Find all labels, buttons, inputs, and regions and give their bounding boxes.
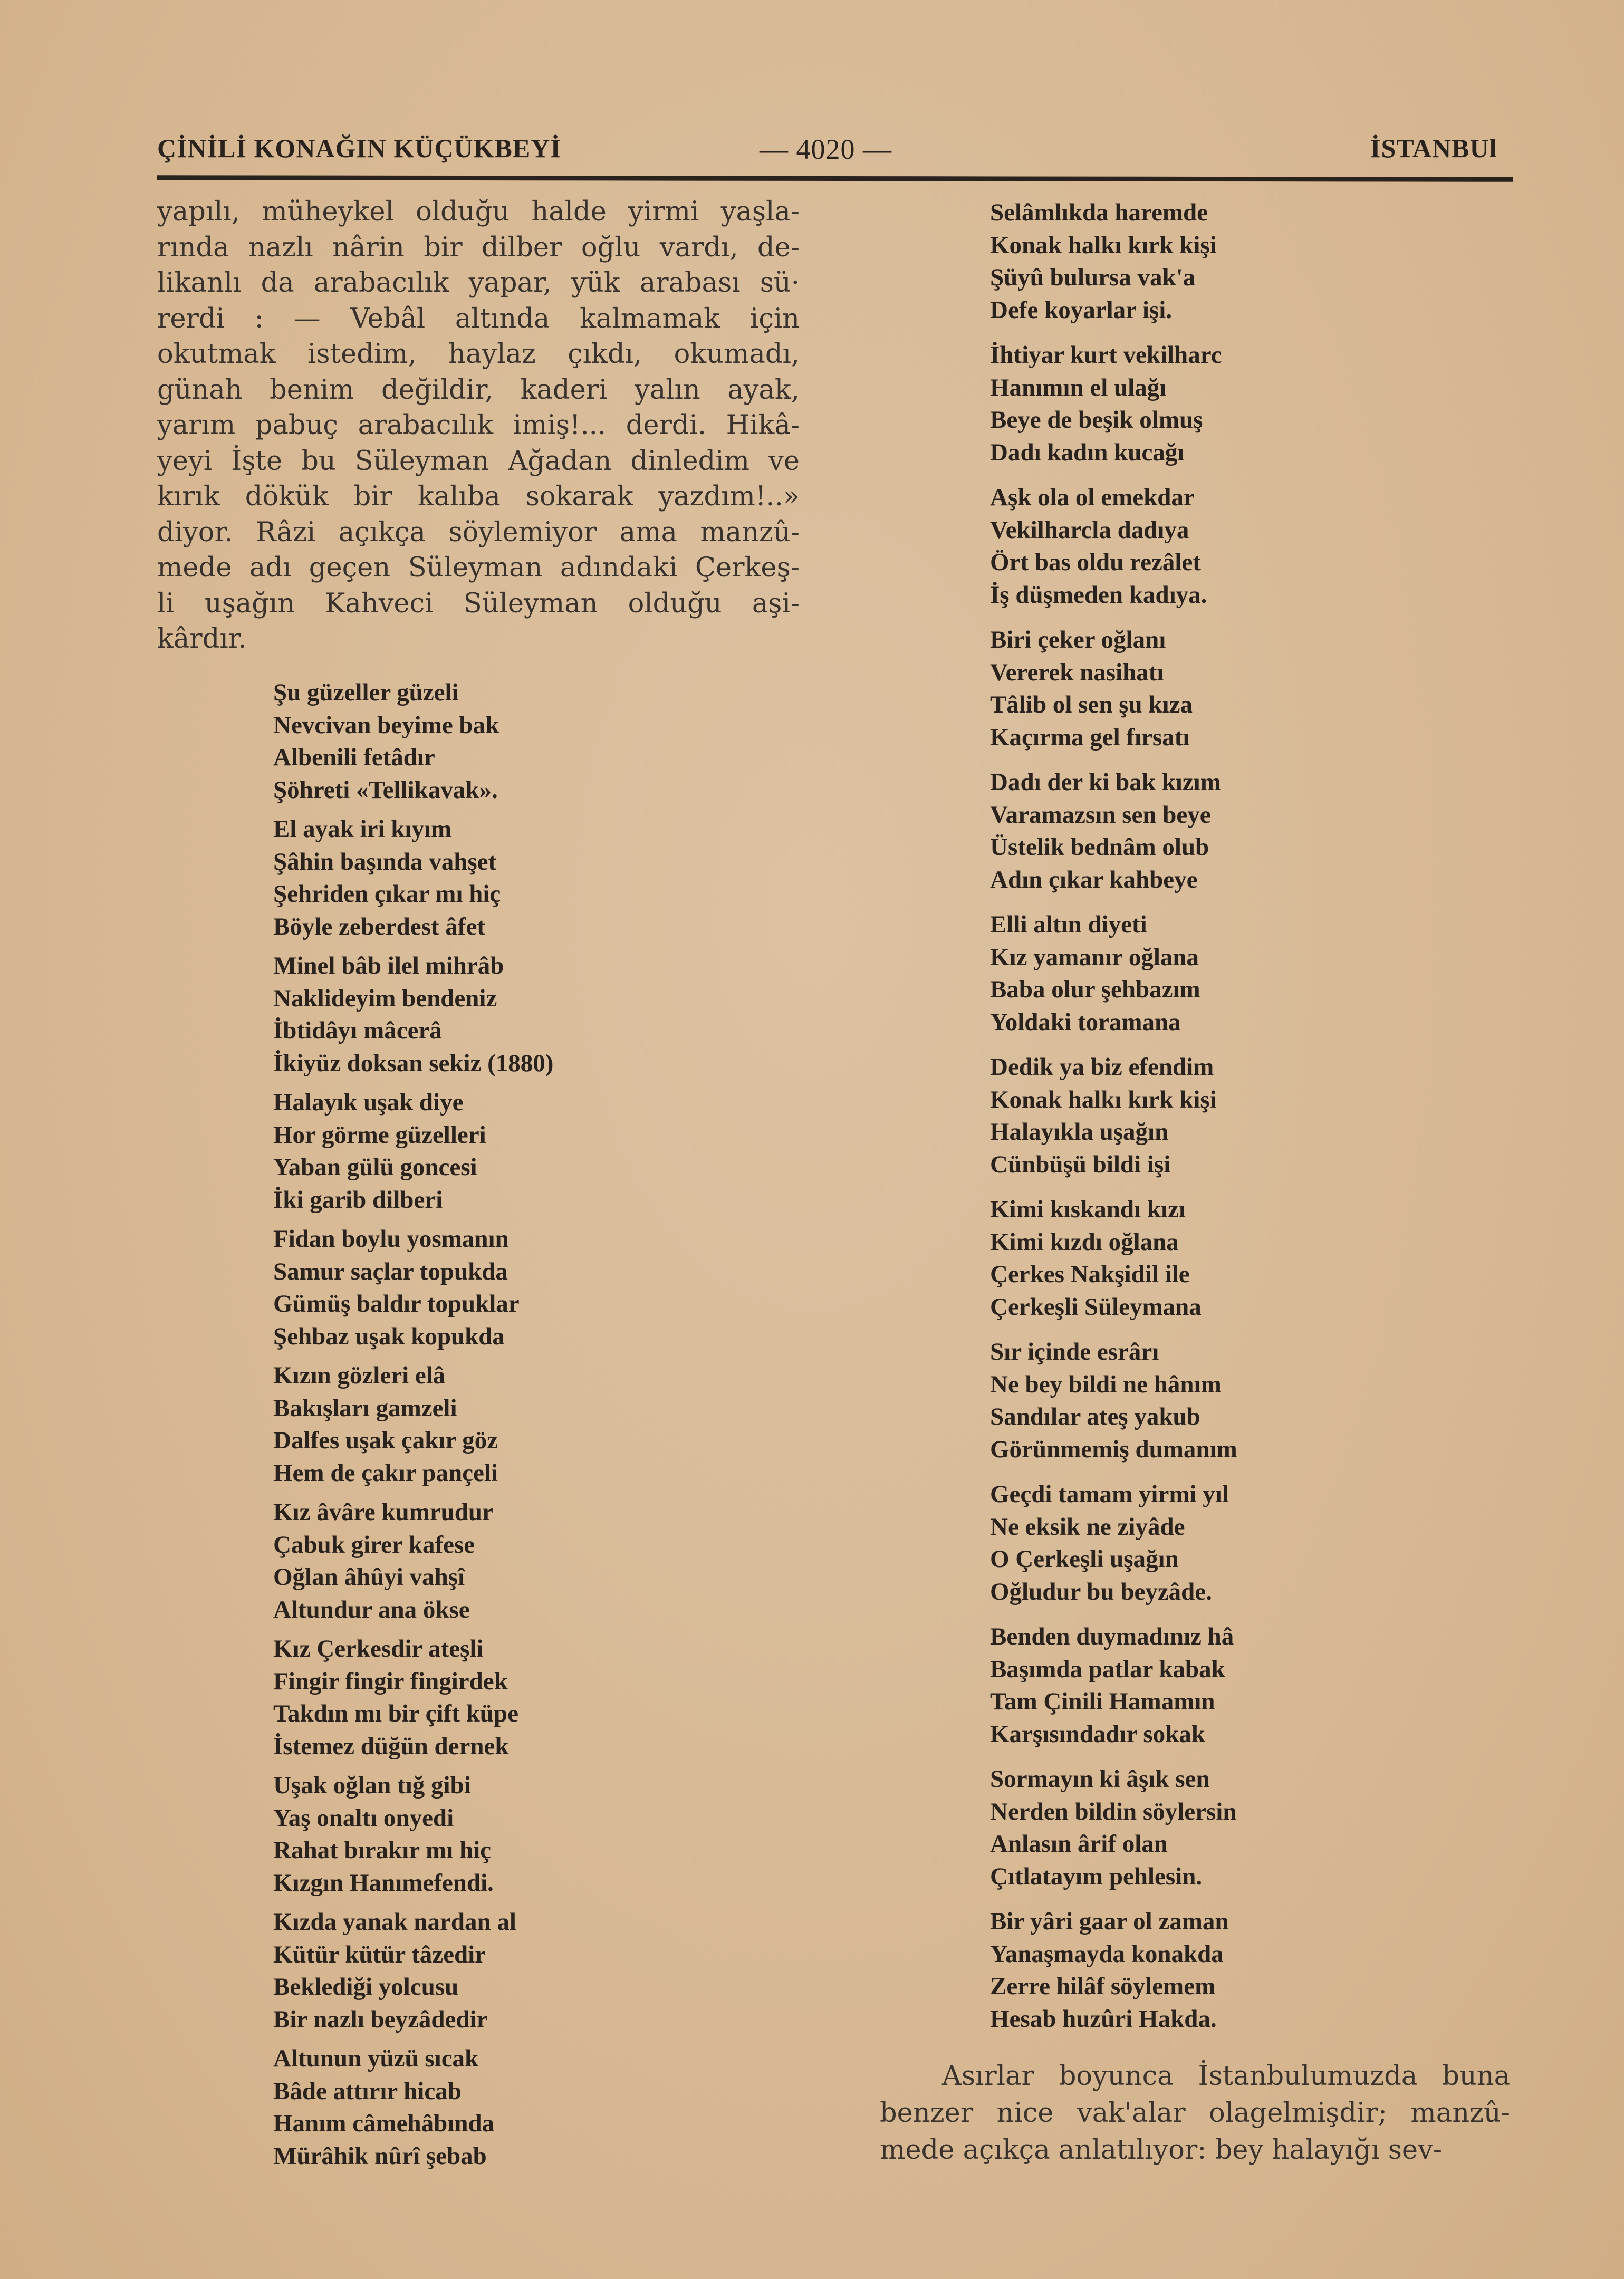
prose-line: benzer nice vak'alar olagelmişdir; manzû- xyxy=(880,2098,1510,2129)
poem-line: Aşk ola ol emekdar xyxy=(990,484,1195,511)
poem-stanza xyxy=(273,950,553,1080)
poem-line: Oğlan âhûyi vahşî xyxy=(273,1563,465,1591)
prose-line: rında nazlı nârin bir dilber oğlu vardı, de- xyxy=(157,232,800,263)
poem-stanza xyxy=(273,2043,494,2172)
poem-line: Ne bey bildi ne hânım xyxy=(990,1370,1222,1398)
poem-stanza xyxy=(990,1763,1236,1893)
poem-line: Şöhreti «Tellikavak». xyxy=(273,776,498,804)
poem-line: Kız yamanır oğlana xyxy=(990,943,1199,971)
poem-line: Dadı der ki bak kızım xyxy=(990,768,1221,796)
poem-line: Hem de çakır pançeli xyxy=(273,1459,498,1487)
poem-line: Yaban gülü goncesi xyxy=(273,1153,477,1181)
poem-line: Şâhin başında vahşet xyxy=(273,848,497,876)
poem-line: Selâmlıkda haremde xyxy=(990,199,1208,226)
running-title: ÇİNİLİ KONAĞIN KÜÇÜKBEYİ xyxy=(157,133,561,163)
poem-line: Hanım câmehâbında xyxy=(273,2110,495,2137)
poem-line: Zerre hilâf söylemem xyxy=(990,1973,1216,2000)
poem-line: Kütür kütür tâzedir xyxy=(273,1940,486,1968)
poem-line: Şüyû bulursa vak'a xyxy=(990,264,1196,291)
poem-line: Çerkeşli Süleymana xyxy=(990,1293,1202,1321)
poem-line: Kimi kıskandı kızı xyxy=(990,1196,1186,1223)
poem-line: Baba olur şehbazım xyxy=(990,976,1200,1003)
poem-stanza xyxy=(990,1621,1234,1751)
prose-line: günah benim değildir, kaderi yalın ayak, xyxy=(157,374,800,406)
poem-stanza xyxy=(990,482,1207,611)
poem-stanza xyxy=(990,766,1221,896)
poem-line: İhtiyar kurt vekilharc xyxy=(990,341,1222,369)
prose-line: kârdır. xyxy=(157,623,247,655)
poem-line: Altunun yüzü sıcak xyxy=(273,2045,479,2072)
prose-line: diyor. Râzi açıkça söylemiyor ama manzû- xyxy=(157,516,800,548)
poem-line: Kızın gözleri elâ xyxy=(273,1362,446,1389)
poem-stanza xyxy=(990,1194,1202,1323)
page-number: — 4020 — xyxy=(760,133,892,165)
poem-line: Sır içinde esrârı xyxy=(990,1338,1159,1366)
poem-line: Kız Çerkesdir ateşli xyxy=(273,1635,484,1662)
poem-line: Naklideyim bendeniz xyxy=(273,984,497,1012)
poem-line: Benden duymadınız hâ xyxy=(990,1623,1234,1650)
prose-line: yarım pabuç arabacılık imiş!... derdi. Hikâ- xyxy=(157,410,800,441)
poem-line: Uşak oğlan tığ gibi xyxy=(273,1772,471,1799)
prose-line: Asırlar boyunca İstanbulumuzda buna xyxy=(942,2061,1510,2092)
poem-line: Halayıkla uşağın xyxy=(990,1118,1169,1146)
poem-line: Yaş onaltı onyedi xyxy=(273,1804,454,1832)
poem-line: Nerden bildin söylersin xyxy=(990,1797,1237,1825)
left-prose-paragraph xyxy=(157,194,800,657)
prose-line: mede adı geçen Süleyman adındaki Çerkeş- xyxy=(157,552,800,583)
prose-line: rerdi : — Vebâl altında kalmamak için xyxy=(157,303,800,334)
poem-line: Beye de beşik olmuş xyxy=(990,406,1203,434)
poem-line: Başımda patlar kabak xyxy=(990,1655,1225,1683)
prose-line: mede açıkça anlatılıyor: bey halayığı sev- xyxy=(880,2134,1443,2166)
poem-line: Geçdi tamam yirmi yıl xyxy=(990,1480,1229,1508)
poem-line: El ayak iri kıyım xyxy=(273,815,452,843)
poem-line: Kızda yanak nardan al xyxy=(273,1908,516,1936)
poem-line: Adın çıkar kahbeye xyxy=(990,866,1198,893)
poem-line: Çerkes Nakşidil ile xyxy=(990,1261,1190,1288)
poem-line: Vekilharcla dadıya xyxy=(990,516,1189,544)
poem-line: İstemez düğün dernek xyxy=(273,1732,509,1760)
poem-line: Biri çeker oğlanı xyxy=(990,626,1166,653)
poem-stanza xyxy=(990,1906,1229,2035)
poem-stanza xyxy=(273,1223,520,1353)
poem-line: Çabuk girer kafese xyxy=(273,1531,475,1559)
poem-line: İkiyüz doksan sekiz (1880) xyxy=(273,1049,554,1077)
poem-line: Nevcivan beyime bak xyxy=(273,711,499,739)
poem-stanza xyxy=(273,813,501,943)
poem-line: Elli altın diyeti xyxy=(990,911,1147,938)
poem-stanza xyxy=(273,1360,498,1489)
poem-line: Fidan boylu yosmanın xyxy=(273,1225,509,1253)
poem-stanza xyxy=(273,1906,516,2036)
poem-line: Yanaşmayda konakda xyxy=(990,1940,1224,1968)
poem-line: Kaçırma gel fırsatı xyxy=(990,723,1190,751)
poem-line: Bir nazlı beyzâdedir xyxy=(273,2005,488,2033)
poem-stanza xyxy=(273,1496,493,1626)
poem-line: Kız âvâre kumrudur xyxy=(273,1498,493,1526)
poem-line: Oğludur bu beyzâde. xyxy=(990,1578,1212,1605)
poem-line: Bir yâri gaar ol zaman xyxy=(990,1908,1229,1935)
poem-line: İki garib dilberi xyxy=(273,1186,443,1214)
poem-line: Kimi kızdı oğlana xyxy=(990,1228,1179,1256)
running-section: İSTANBUl xyxy=(1370,133,1497,163)
poem-line: Ört bas oldu rezâlet xyxy=(990,549,1201,576)
poem-line: Fingir fingir fingirdek xyxy=(273,1667,508,1695)
poem-line: Bâde attırır hicab xyxy=(273,2077,462,2105)
poem-line: Konak halkı kırk kişi xyxy=(990,1085,1217,1113)
poem-line: Gümüş baldır topuklar xyxy=(273,1290,520,1318)
poem-line: Çıtlatayım pehlesin. xyxy=(990,1862,1203,1890)
poem-line: Dalfes uşak çakır göz xyxy=(273,1427,498,1454)
poem-line: Karşısındadır sokak xyxy=(990,1720,1205,1748)
poem-line: Altundur ana ökse xyxy=(273,1595,470,1623)
poem-line: Şu güzeller güzeli xyxy=(273,679,459,706)
poem-stanza xyxy=(990,624,1193,754)
poem-line: Hanımın el ulağı xyxy=(990,373,1167,401)
poem-line: Defe koyarlar işi. xyxy=(990,296,1173,324)
prose-line: yapılı, müheykel olduğu halde yirmi yaşla- xyxy=(157,196,800,227)
bottom-prose-paragraph xyxy=(880,2058,1510,2169)
prose-line: li uşağın Kahveci Süleyman olduğu aşi- xyxy=(157,588,800,619)
poem-line: Üstelik bednâm olub xyxy=(990,833,1209,861)
poem-line: Hesab huzûri Hakda. xyxy=(990,2005,1217,2033)
poem-line: Varamazsın sen beye xyxy=(990,801,1211,829)
poem-line: Görünmemiş dumanım xyxy=(990,1435,1237,1463)
poem-line: O Çerkeşli uşağın xyxy=(990,1545,1179,1573)
poem-line: Albenili fetâdır xyxy=(273,744,435,771)
poem-line: Cünbüşü bildi işi xyxy=(990,1150,1171,1178)
poem-line: Şehriden çıkar mı hiç xyxy=(273,880,501,908)
poem-line: Sormayın ki âşık sen xyxy=(990,1765,1210,1793)
poem-stanza xyxy=(990,1051,1217,1181)
poem-line: Mürâhik nûrî şebab xyxy=(273,2142,487,2170)
poem-line: Minel bâb ilel mihrâb xyxy=(273,952,504,979)
poem-line: Halayık uşak diye xyxy=(273,1089,464,1116)
poem-line: Hor görme güzelleri xyxy=(273,1121,486,1149)
poem-line: Bakışları gamzeli xyxy=(273,1394,457,1422)
poem-stanza xyxy=(990,197,1217,326)
poem-line: Rahat bırakır mı hiç xyxy=(273,1836,492,1864)
poem-line: Kızgın Hanımefendi. xyxy=(273,1869,494,1897)
prose-line: yeyi İşte bu Süleyman Ağadan dinledim ve xyxy=(157,445,800,477)
prose-line: kırık dökük bir kalıba sokarak yazdım!..» xyxy=(157,481,800,512)
poem-stanza xyxy=(273,1086,486,1216)
poem-line: Böyle zeberdest âfet xyxy=(273,912,485,940)
poem-line: Tam Çinili Hamamın xyxy=(990,1688,1215,1715)
poem-stanza xyxy=(273,1633,518,1763)
poem-stanza xyxy=(990,1478,1229,1608)
poem-line: İş düşmeden kadıya. xyxy=(990,581,1207,609)
poem-line: Sandılar ateş yakub xyxy=(990,1403,1200,1430)
poem-line: Ne eksik ne ziyâde xyxy=(990,1513,1185,1541)
poem-stanza xyxy=(273,677,499,806)
poem-line: Dadı kadın kucağı xyxy=(990,438,1185,466)
header-rule xyxy=(157,175,1513,182)
poem-line: Samur saçlar topukda xyxy=(273,1257,508,1285)
poem-line: Dedik ya biz efendim xyxy=(990,1053,1214,1081)
poem-stanza xyxy=(990,909,1200,1038)
poem-line: İbtidâyı mâcerâ xyxy=(273,1017,442,1044)
prose-line: okutmak istedim, haylaz çıkdı, okumadı, xyxy=(157,339,800,370)
poem-line: Takdın mı bir çift küpe xyxy=(273,1700,518,1727)
prose-line: likanlı da arabacılık yapar, yük arabası sü· xyxy=(157,267,800,299)
poem-stanza xyxy=(990,1336,1237,1466)
poem-line: Tâlib ol sen şu kıza xyxy=(990,691,1193,718)
poem-stanza xyxy=(273,1770,494,1899)
poem-line: Vererek nasihatı xyxy=(990,658,1164,686)
poem-line: Konak halkı kırk kişi xyxy=(990,231,1217,259)
poem-line: Yoldaki toramana xyxy=(990,1008,1181,1036)
poem-line: Beklediği yolcusu xyxy=(273,1973,459,2001)
poem-stanza xyxy=(990,339,1222,469)
poem-line: Anlasın ârif olan xyxy=(990,1830,1168,1858)
poem-line: Şehbaz uşak kopukda xyxy=(273,1322,505,1350)
